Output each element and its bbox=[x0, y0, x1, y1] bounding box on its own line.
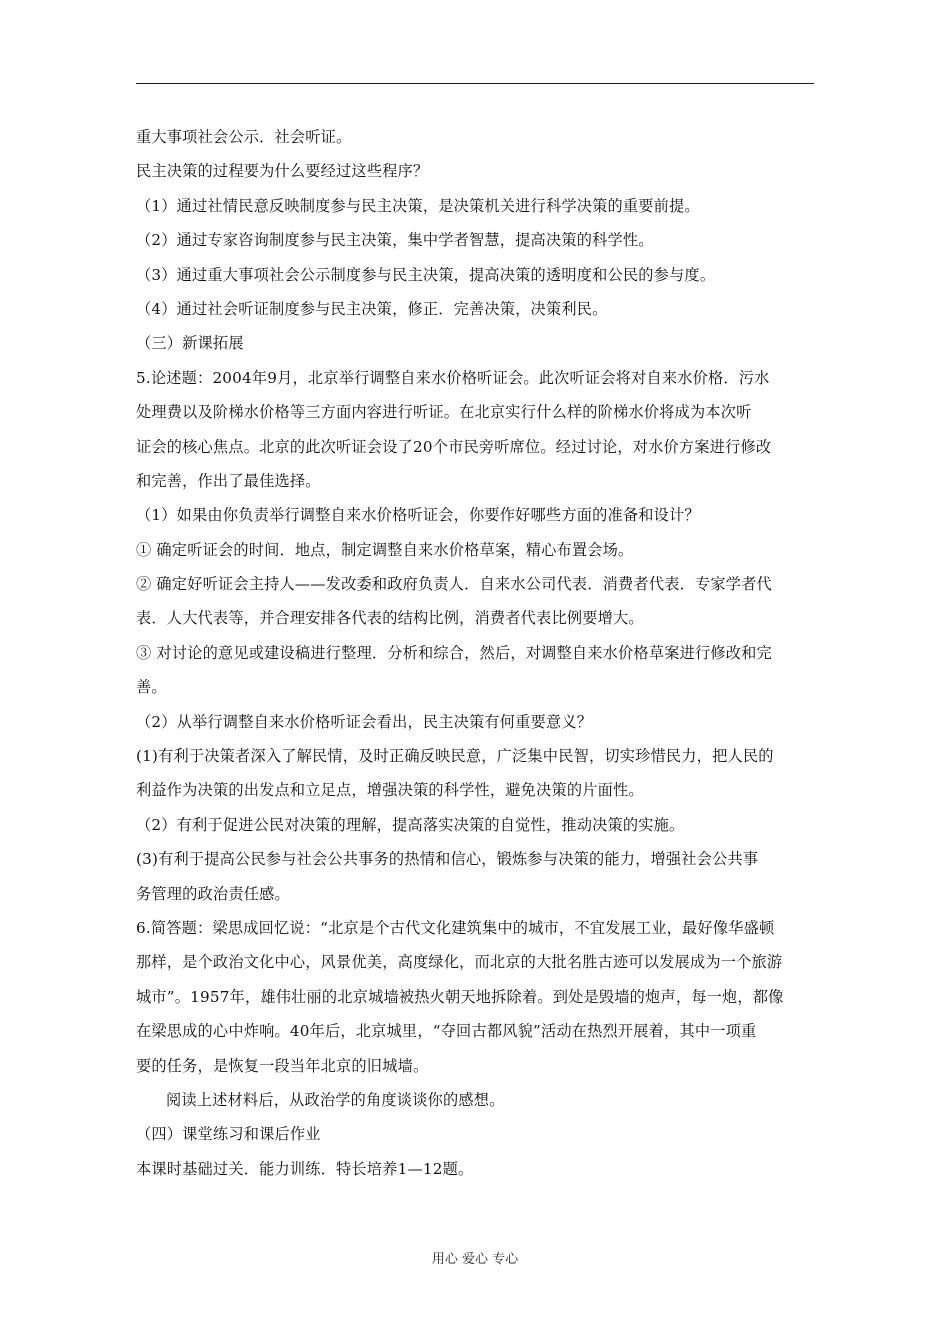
text-line: (3)有利于提高公民参与社会公共事务的热情和信心，锻炼参与决策的能力，增强社会公共事 bbox=[136, 850, 759, 869]
text-line: 民主决策的过程要为什么要经过这些程序？ bbox=[136, 162, 429, 181]
text-line: （4）通过社会听证制度参与民主决策，修正．完善决策，决策利民。 bbox=[136, 299, 608, 318]
text-line: ② 确定好听证会主持人——发改委和政府负责人．自来水公司代表．消费者代表．专家学者代 bbox=[136, 575, 772, 594]
text-line: （2）通过专家咨询制度参与民主决策，集中学者智慧，提高决策的科学性。 bbox=[136, 231, 654, 250]
text-line: 表．人大代表等，并合理安排各代表的结构比例，消费者代表比例要增大。 bbox=[136, 609, 644, 628]
page-footer: 用心 爱心 专心 bbox=[431, 1252, 519, 1267]
text-line: 利益作为决策的出发点和立足点，增强决策的科学性，避免决策的片面性。 bbox=[136, 781, 644, 800]
question-line: 6.简答题：梁思成回忆说：“北京是个古代文化建筑集中的城市，不宜发展工业，最好像华盛顿 bbox=[136, 918, 775, 937]
text-line: ③ 对讨论的意见或建设稿进行整理．分析和综合，然后，对调整自来水价格草案进行修改和完 bbox=[136, 643, 772, 662]
text-line: 处理费以及阶梯水价格等三方面内容进行听证。在北京实行什么样的阶梯水价将成为本次听 bbox=[136, 403, 752, 422]
text-line: 在梁思成的心中炸响。40年后，北京城里，“夺回古都风貌”活动在热烈开展着，其中一项重 bbox=[136, 1022, 757, 1041]
text-line: 重大事项社会公示．社会听证。 bbox=[136, 128, 352, 146]
text-line: 城市”。1957年，雄伟壮丽的北京城墙被热火朝天地拆除着。到处是毁墙的炮声，每一炮，都像 bbox=[136, 987, 784, 1006]
question-line: 5.论述题：2004年9月，北京举行调整自来水价格听证会。此次听证会将对自来水价格．污水 bbox=[136, 368, 770, 387]
header-rule bbox=[136, 83, 814, 84]
sub-question-line: （2）从举行调整自来水价格听证会看出，民主决策有何重要意义？ bbox=[136, 712, 593, 731]
text-line: （3）通过重大事项社会公示制度参与民主决策，提高决策的透明度和公民的参与度。 bbox=[136, 265, 716, 284]
text-line: ① 确定听证会的时间．地点，制定调整自来水价格草案，精心布置会场。 bbox=[136, 540, 634, 559]
text-line: 务管理的政治责任感。 bbox=[136, 884, 290, 903]
text-line: 和完善，作出了最佳选择。 bbox=[136, 471, 321, 490]
text-line: （1）通过社情民意反映制度参与民主决策，是决策机关进行科学决策的重要前提。 bbox=[136, 196, 700, 215]
sub-question-line: （1）如果由你负责举行调整自来水价格听证会，你要作好哪些方面的准备和设计？ bbox=[136, 506, 700, 525]
document-body bbox=[136, 120, 816, 1186]
instruction-line: 阅读上述材料后，从政治学的角度谈谈你的感想。 bbox=[166, 1090, 505, 1109]
section-heading: （四）课堂练习和课后作业 bbox=[136, 1125, 321, 1144]
text-line: 证会的核心焦点。北京的此次听证会设了20个市民旁听席位。经过讨论，对水价方案进行修改 bbox=[136, 437, 772, 456]
text-line: (1)有利于决策者深入了解民情，及时正确反映民意，广泛集中民智，切实珍惜民力，把人民的 bbox=[136, 747, 774, 766]
section-heading: （三）新课拓展 bbox=[136, 334, 244, 353]
text-line: 那样，是个政治文化中心，风景优美，高度绿化，而北京的大批名胜古迹可以发展成为一个旅游 bbox=[136, 953, 783, 972]
text-line: （2）有利于促进公民对决策的理解，提高落实决策的自觉性，推动决策的实施。 bbox=[136, 815, 685, 834]
text-line: 善。 bbox=[136, 678, 167, 697]
text-line: 要的任务，是恢复一段当年北京的旧城墙。 bbox=[136, 1056, 429, 1075]
text-line: 本课时基础过关．能力训练．特长培养1—12题。 bbox=[136, 1159, 474, 1178]
